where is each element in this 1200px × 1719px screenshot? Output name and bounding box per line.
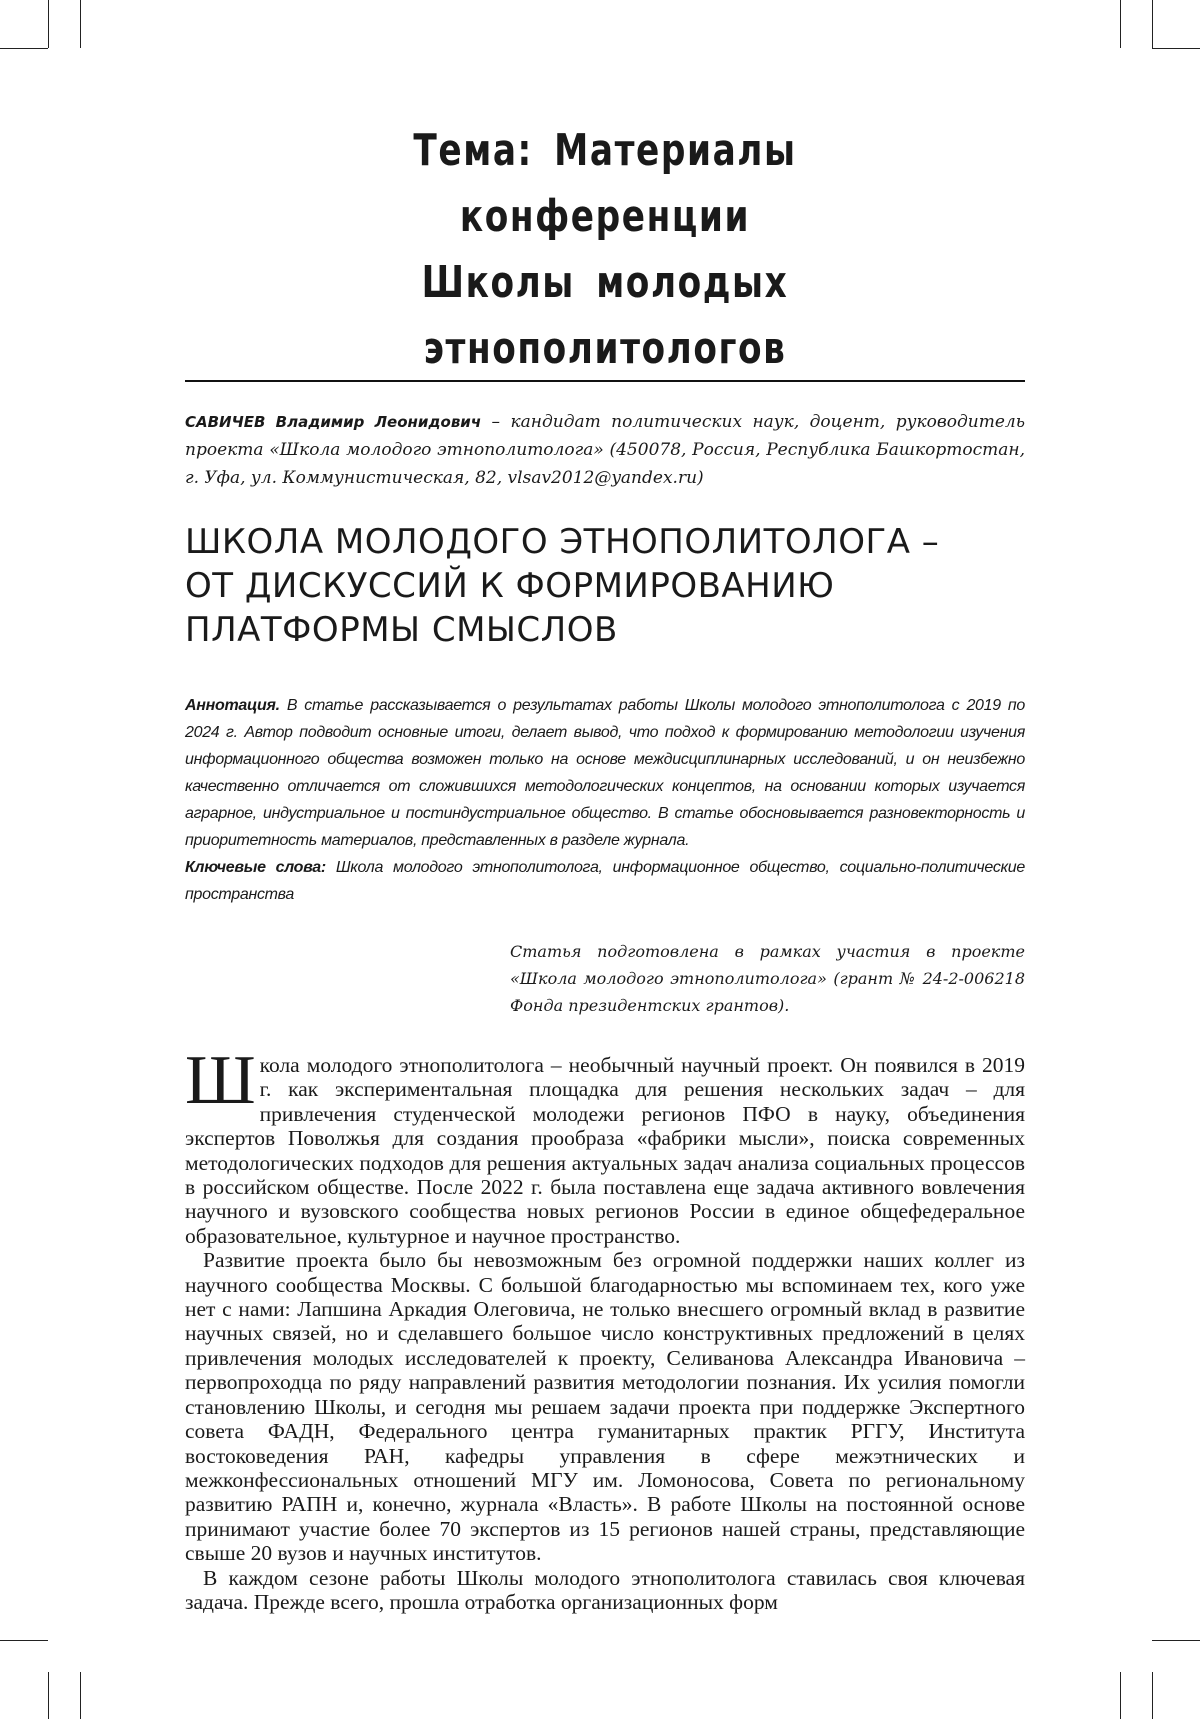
author-details: – кандидат политических наук, доцент, руководитель проекта «Школа молодого этнополитолога» (450078, Россия, Республика Башкортостан, г. Уфа, ул. Коммунистическая, 82, vlsav2012@yandex.ru) (185, 412, 1025, 488)
paragraph-3: В каждом сезоне работы Школы молодого этнополитолога ставилась своя ключевая задача. Прежде всего, прошла отработка организационных форм (185, 1566, 1025, 1615)
crop-mark (80, 1672, 81, 1719)
abstract (185, 692, 1025, 908)
crop-mark (1120, 1672, 1121, 1719)
article-title-line-1: ШКОЛА МОЛОДОГО ЭТНОПОЛИТОЛОГА – (185, 520, 1025, 564)
section-title (277, 118, 932, 382)
section-title-line-2: Школы молодых этнополитологов (277, 250, 932, 382)
crop-mark (1120, 0, 1121, 48)
keywords-text: Школа молодого этнополитолога, информационное общество, социально-политические пространства (185, 859, 1025, 903)
drop-cap: Ш (185, 1053, 256, 1107)
crop-mark (1152, 1640, 1200, 1641)
crop-mark (0, 1640, 48, 1641)
article-body (185, 1053, 1025, 1614)
crop-mark (48, 1672, 49, 1719)
paragraph-1 (185, 1053, 1025, 1248)
grant-note: Статья подготовлена в рамках участия в проекте «Школа молодого этнополитолога» (грант № 24-2-006218 Фонда президентских грантов). (510, 938, 1025, 1019)
keywords-label: Ключевые слова: (185, 859, 326, 876)
crop-mark (48, 0, 49, 48)
crop-mark (80, 0, 81, 48)
crop-mark (1152, 1672, 1153, 1719)
article-title (185, 520, 1025, 652)
crop-mark (1152, 48, 1200, 49)
abstract-text: В статье рассказывается о результатах работы Школы молодого этнополитолога с 2019 по 2024 г. Автор подводит основные итоги, делает вывод, что подход к формированию методологии изучения информационного общества возможен только на основе междисциплинарных исследований, и он неизбежно качественно отличается от сложившихся методологических концептов, на основании которых изучается аграрное, индустриальное и постиндустриальное общество. В статье обосновывается разновекторность и приоритетность материалов, представленных в разделе журнала. (185, 697, 1025, 849)
crop-mark (0, 48, 48, 49)
article-title-line-3: ПЛАТФОРМЫ СМЫСЛОВ (185, 608, 1025, 652)
section-title-line-1: Тема: Материалы конференции (277, 118, 932, 250)
journal-page (185, 100, 1025, 1614)
article-title-line-2: ОТ ДИСКУССИЙ К ФОРМИРОВАНИЮ (185, 564, 1025, 608)
paragraph-1-text: кола молодого этнополитолога – необычный научный проект. Он появился в 2019 г. как экспериментальная площадка для решения нескольких задач – для привлечения студенческой молодежи регионов ПФО в науку, объединения экспертов Поволжья для создания прообраза «фабрики мысли», поиска современных методологических подходов для решения актуальных задач анализа социальных процессов в российском обществе. После 2022 г. была поставлена еще задача активного вовлечения научного и вузовского сообщества новых регионов России в единое общефедеральное образовательное, культурное и научное пространство. (185, 1053, 1025, 1248)
author-info (185, 408, 1025, 492)
crop-mark (1152, 0, 1153, 48)
author-name: САВИЧЕВ Владимир Леонидович (185, 413, 481, 431)
abstract-label: Аннотация. (185, 697, 280, 714)
paragraph-2: Развитие проекта было бы невозможным без огромной поддержки наших коллег из научного сообщества Москвы. С большой благодарностью мы вспоминаем тех, кого уже нет с нами: Лапшина Аркадия Олеговича, не только внесшего огромный вклад в развитие научных связей, но и сделавшего большое число конструктивных предложений в целях привлечения молодых исследователей к проекту, Селиванова Александра Ивановича – первопроходца по ряду направлений развития методологии познания. Их усилия помогли становлению Школы, и сегодня мы решаем задачи проекта при поддержке Экспертного совета ФАДН, Федерального центра гуманитарных практик РГГУ, Института востоковедения РАН, кафедры управления в сфере межэтнических и межконфессиональных отношений МГУ им. Ломоносова, Совета по региональному развитию РАПН и, конечно, журнала «Власть». В работе Школы на постоянной основе принимают участие более 70 экспертов из 15 регионов нашей страны, представляющие свыше 20 вузов и научных институтов. (185, 1248, 1025, 1565)
